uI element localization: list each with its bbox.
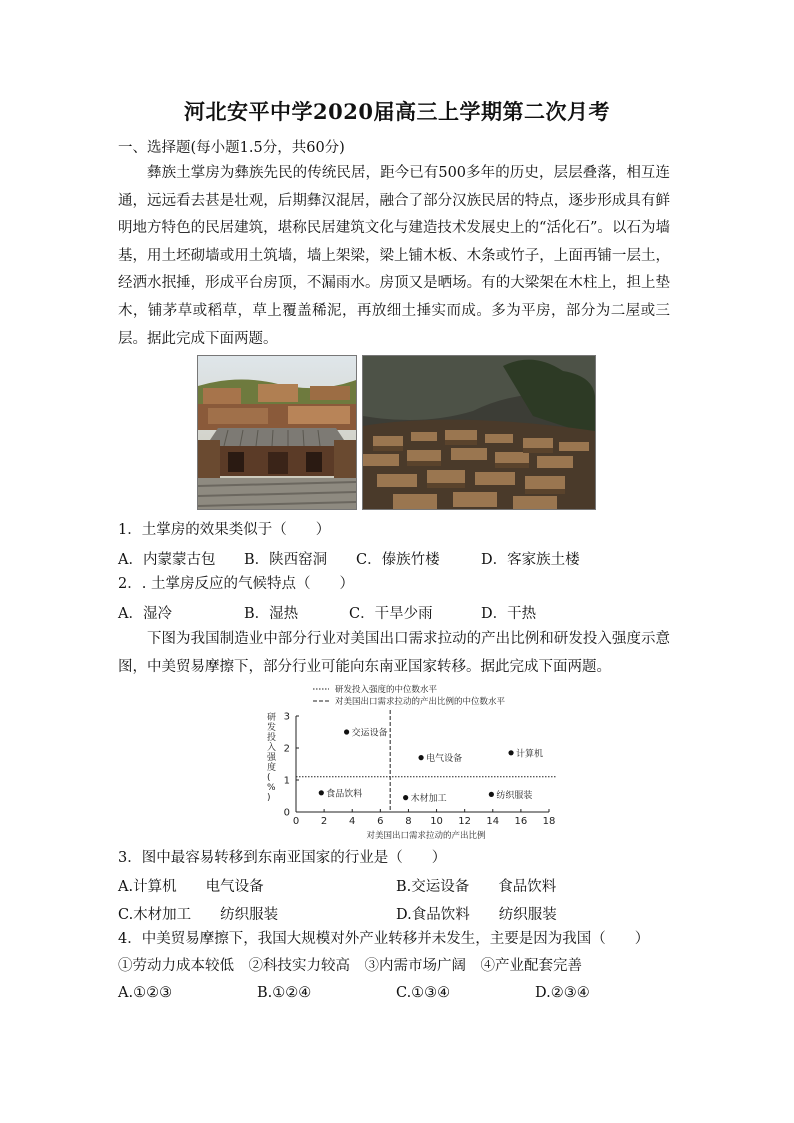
q4-stem: 4．中美贸易摩擦下，我国大规模对外产业转移并未发生，主要是因为我国（ ） bbox=[118, 931, 650, 947]
data-point bbox=[489, 792, 494, 797]
q3-options-row2 bbox=[0, 903, 794, 923]
q4-option-c[interactable]: C.①③④ bbox=[396, 985, 451, 1001]
x-axis-label: 对美国出口需求拉动的产出比例 bbox=[366, 831, 486, 841]
q1-option-a[interactable]: A．内蒙蒙古包 bbox=[118, 552, 216, 568]
q2-stem: 2．. 土掌房反应的气候特点（ ） bbox=[118, 576, 354, 592]
data-point bbox=[418, 755, 423, 760]
x-tick-label: 8 bbox=[405, 816, 412, 827]
scatter-chart bbox=[255, 682, 565, 842]
page-title: 河北安平中学2020届高三上学期第二次月考 bbox=[184, 99, 610, 124]
q3-option-c[interactable]: C.木材加工 纺织服装 bbox=[118, 907, 279, 923]
q4-option-a[interactable]: A.①②③ bbox=[118, 985, 173, 1001]
x-tick-label: 2 bbox=[320, 816, 328, 827]
x-tick-label: 4 bbox=[349, 816, 356, 827]
data-point-label: 食品饮料 bbox=[326, 789, 363, 800]
data-point-label: 电气设备 bbox=[426, 754, 463, 765]
data-point bbox=[403, 795, 408, 800]
section-heading: 一、选择题(每小题1.5分，共60分) bbox=[118, 140, 345, 156]
legend-label-export-median: 对美国出口需求拉动的产出比例的中位数水平 bbox=[335, 697, 506, 707]
data-point-label: 纺织服装 bbox=[496, 790, 533, 801]
y-axis-label: 研发投入强度( % ) bbox=[267, 713, 277, 803]
x-tick-label: 0 bbox=[292, 816, 300, 827]
q4-statements: ①劳动力成本较低 ②科技实力较高 ③内需市场广阔 ④产业配套完善 bbox=[118, 958, 582, 974]
q2-options bbox=[0, 602, 794, 622]
q1-options bbox=[0, 548, 794, 568]
x-tick-label: 12 bbox=[458, 816, 472, 827]
data-point bbox=[344, 729, 349, 734]
x-tick-label: 14 bbox=[486, 816, 500, 827]
q2-option-a[interactable]: A．湿冷 bbox=[118, 606, 172, 622]
y-tick-label: 1 bbox=[283, 775, 290, 787]
q1-option-b[interactable]: B．陕西窑洞 bbox=[244, 552, 328, 568]
q2-option-b[interactable]: B．湿热 bbox=[244, 606, 299, 622]
data-point-label: 计算机 bbox=[516, 749, 544, 760]
q3-option-a[interactable]: A.计算机 电气设备 bbox=[118, 879, 264, 895]
q4-option-d[interactable]: D.②③④ bbox=[535, 985, 590, 1001]
y-tick-label: 3 bbox=[283, 711, 290, 723]
q3-option-b[interactable]: B.交运设备 食品饮料 bbox=[396, 879, 557, 895]
photo-village bbox=[362, 355, 596, 510]
x-tick-label: 10 bbox=[430, 816, 443, 827]
q4-options bbox=[0, 985, 794, 1005]
intro-paragraph-1: 彝族土掌房为彝族先民的传统民居，距今已有500多年的历史，层层叠落，相互连通，远远看去甚是壮观，后期彝汉混居，融合了部分汉族民居的特点，逐步形成具有鲜明地方特色的民居建筑，堪称民居建筑文化与建造技术发展史上的“活化石”。以石为墙基，用土坯砌墙或用土筑墙，墙上架梁，梁上铺木板、木条或竹子，上面再铺一层土，经洒水抿捶，形成平台房顶，不漏雨水。房顶又是晒场。有的大梁架在木柱上，担上垫木，铺茅草或稻草，草上覆盖稀泥，再放细土捶实而成。多为平房，部分为二屋或三层。据此完成下面两题。 bbox=[118, 165, 670, 347]
x-tick-label: 6 bbox=[377, 816, 384, 827]
x-tick-label: 16 bbox=[514, 816, 528, 827]
legend-label-rd-median: 研发投入强度的中位数水平 bbox=[335, 685, 438, 695]
x-tick-label: 18 bbox=[542, 816, 556, 827]
intro-paragraph-2: 下图为我国制造业中部分行业对美国出口需求拉动的产出比例和研发投入强度示意图，中美贸易摩擦下，部分行业可能向东南亚国家转移。据此完成下面两题。 bbox=[118, 631, 670, 675]
q3-option-d[interactable]: D.食品饮料 纺织服装 bbox=[396, 907, 557, 923]
q2-option-d[interactable]: D．干热 bbox=[481, 606, 537, 622]
q2-option-c[interactable]: C．干旱少雨 bbox=[349, 606, 433, 622]
q1-option-d[interactable]: D．客家族土楼 bbox=[481, 552, 580, 568]
data-point-label: 交运设备 bbox=[351, 728, 388, 739]
q3-stem: 3．图中最容易转移到东南亚国家的行业是（ ） bbox=[118, 850, 447, 866]
data-point bbox=[508, 750, 513, 755]
data-point bbox=[319, 790, 324, 795]
y-tick-label: 0 bbox=[283, 807, 290, 819]
q1-stem: 1．土掌房的效果类似于（ ） bbox=[118, 522, 331, 538]
q4-option-b[interactable]: B.①②④ bbox=[257, 985, 312, 1001]
q3-options-row1 bbox=[0, 875, 794, 895]
photo-courtyard bbox=[197, 355, 357, 510]
y-tick-label: 2 bbox=[283, 743, 290, 755]
data-point-label: 木材加工 bbox=[410, 794, 447, 805]
q1-option-c[interactable]: C．傣族竹楼 bbox=[356, 552, 440, 568]
